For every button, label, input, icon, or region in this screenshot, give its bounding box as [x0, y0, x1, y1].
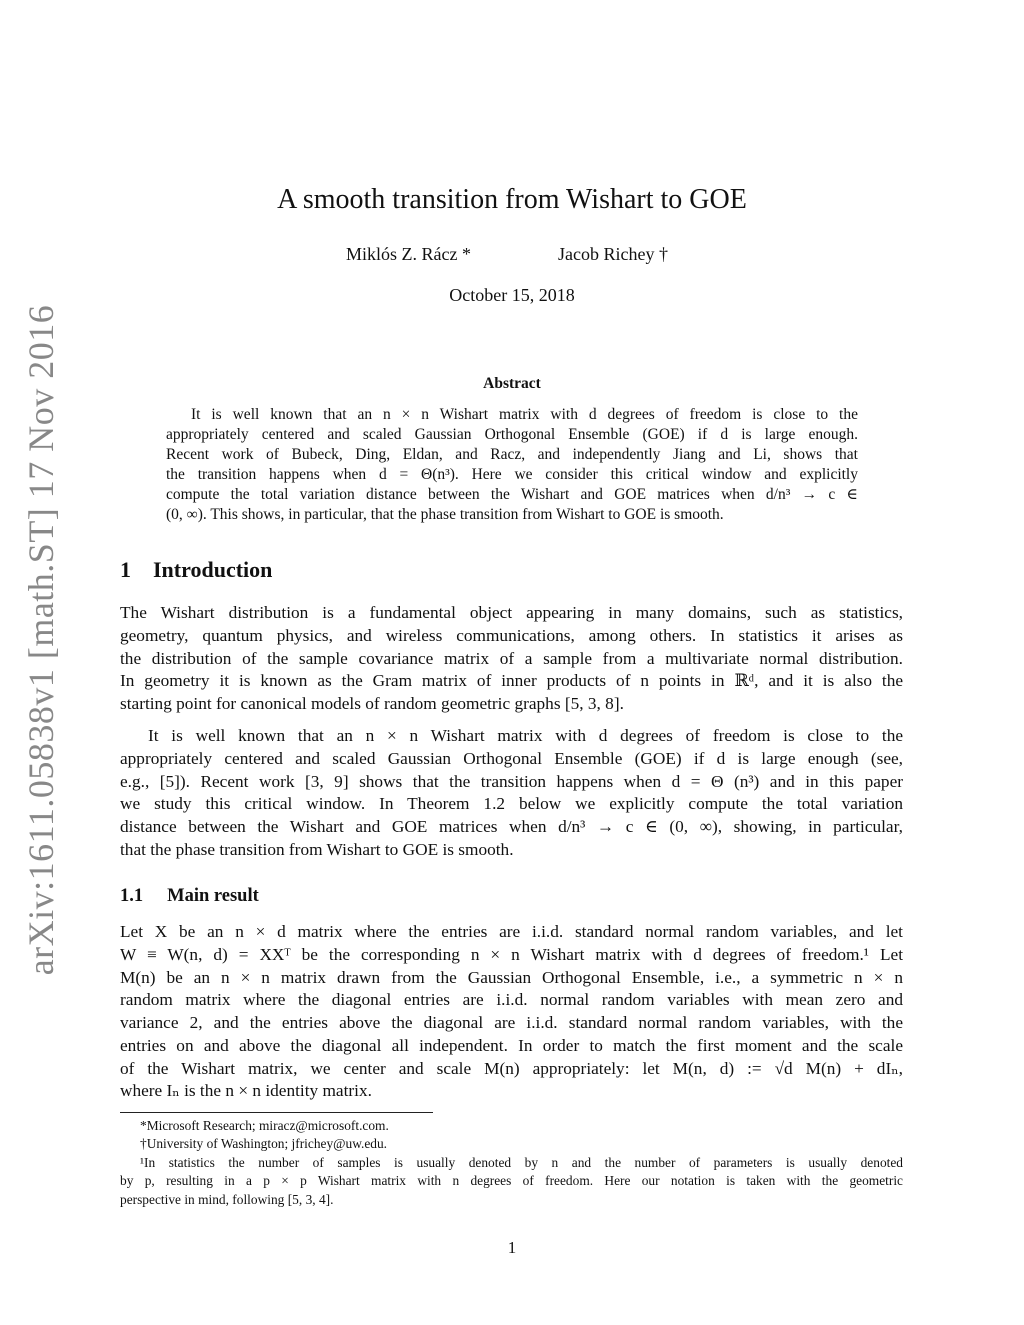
footnotes: [120, 1117, 903, 1209]
text-line: that the phase transition from Wishart to GOE is smooth.: [120, 839, 514, 859]
text-line: distance between the Wishart and GOE matrices when d/n³ → c ∈ (0, ∞), showing, in particular,: [120, 817, 903, 836]
subsection-heading-main-result: [120, 886, 259, 907]
page-number: 1: [507, 1238, 517, 1257]
text-line: e.g., [5]). Recent work [3, 9] shows that the transition happens when d = Θ (n³) and in this paper: [120, 771, 903, 791]
arxiv-stamp: arXiv:1611.05838v1 [math.ST] 17 Nov 2016: [21, 304, 61, 976]
text-line: W ≡ W(n, d) = XXᵀ be the corresponding n × n Wishart matrix with d degrees of freedom.¹ Let: [120, 944, 903, 964]
text-line: where Iₙ is the n × n identity matrix.: [120, 1081, 372, 1101]
text-line: entries on and above the diagonal all independent. In order to match the first moment and the scale: [120, 1035, 903, 1055]
paragraph-2: [120, 725, 903, 862]
subsection-number: 1.1: [120, 886, 144, 906]
text-line: random matrix where the diagonal entries are i.i.d. normal random variables with mean zero and: [120, 990, 903, 1010]
text-line: In geometry it is known as the Gram matrix of inner products of n points in ℝᵈ, and it is also the: [120, 671, 904, 691]
section-title: Introduction: [153, 557, 273, 582]
section-heading-introduction: [120, 557, 272, 583]
footnote-1: ¹In statistics the number of samples is usually denoted by n and the number of parameters is usually denoted: [140, 1154, 903, 1170]
abstract-line: appropriately centered and scaled Gaussian Orthogonal Ensemble (GOE) if d is large enough.: [166, 426, 858, 444]
footnote-1-cont: by p, resulting in a p × p Wishart matrix with n degrees of freedom. Here our notation is taken with the geometric: [120, 1173, 903, 1189]
abstract-line: It is well known that an n × n Wishart matrix with d degrees of freedom is close to the: [191, 406, 858, 423]
text-line: It is well known that an n × n Wishart matrix with d degrees of freedom is close to the: [148, 726, 903, 745]
text-line: starting point for canonical models of random geometric graphs [5, 3, 8].: [120, 694, 624, 713]
text-line: appropriately centered and scaled Gaussian Orthogonal Ensemble (GOE) if d is large enough (see,: [120, 748, 903, 768]
abstract-line: Recent work of Bubeck, Ding, Eldan, and Racz, and independently Jiang and Li, shows that: [166, 446, 858, 464]
text-line: variance 2, and the entries above the diagonal are i.i.d. standard normal random variables, with the: [120, 1013, 903, 1032]
text-line: Let X be an n × d matrix where the entries are i.i.d. standard normal random variables, and let: [120, 922, 903, 941]
author-richey: Jacob Richey †: [558, 244, 668, 264]
subsection-title: Main result: [167, 886, 259, 906]
abstract-body: [166, 405, 858, 526]
text-line: M(n) be an n × n matrix drawn from the Gaussian Orthogonal Ensemble, i.e., a symmetric n × n: [120, 967, 903, 987]
footnote-affiliation-richey: †University of Washington; jfrichey@uw.edu.: [140, 1136, 388, 1152]
abstract-line: (0, ∞). This shows, in particular, that the phase transition from Wishart to GOE is smooth.: [166, 506, 724, 524]
text-line: The Wishart distribution is a fundamental object appearing in many domains, such as statistics,: [120, 603, 903, 622]
section-number: 1: [120, 557, 131, 582]
text-line: the distribution of the sample covariance matrix of a sample from a multivariate normal distribution.: [120, 648, 903, 668]
paper-date: October 15, 2018: [449, 285, 575, 305]
text-line: of the Wishart matrix, we center and scale M(n) appropriately: let M(n, d) := √d M(n) + dIₙ,: [120, 1058, 903, 1078]
text-line: geometry, quantum physics, and wireless communications, among others. In statistics it arises as: [120, 625, 903, 645]
abstract-line: compute the total variation distance between the Wishart and GOE matrices when d/n³ → c ∈: [166, 486, 858, 504]
paragraph-1: [120, 602, 903, 716]
abstract-line: the transition happens when d = Θ(n³). Here we consider this critical window and explicitly: [166, 466, 858, 484]
paragraph-3: [120, 921, 903, 1103]
footnote-rule: [120, 1112, 433, 1113]
footnote-1-cont: perspective in mind, following [5, 3, 4].: [120, 1191, 334, 1207]
author-racz: Miklós Z. Rácz *: [346, 244, 471, 264]
text-line: we study this critical window. In Theorem 1.2 below we explicitly compute the total variation: [120, 794, 903, 814]
footnote-affiliation-racz: *Microsoft Research; miracz@microsoft.com.: [140, 1118, 389, 1133]
paper-title: A smooth transition from Wishart to GOE: [277, 184, 747, 215]
abstract-heading: Abstract: [483, 375, 541, 392]
